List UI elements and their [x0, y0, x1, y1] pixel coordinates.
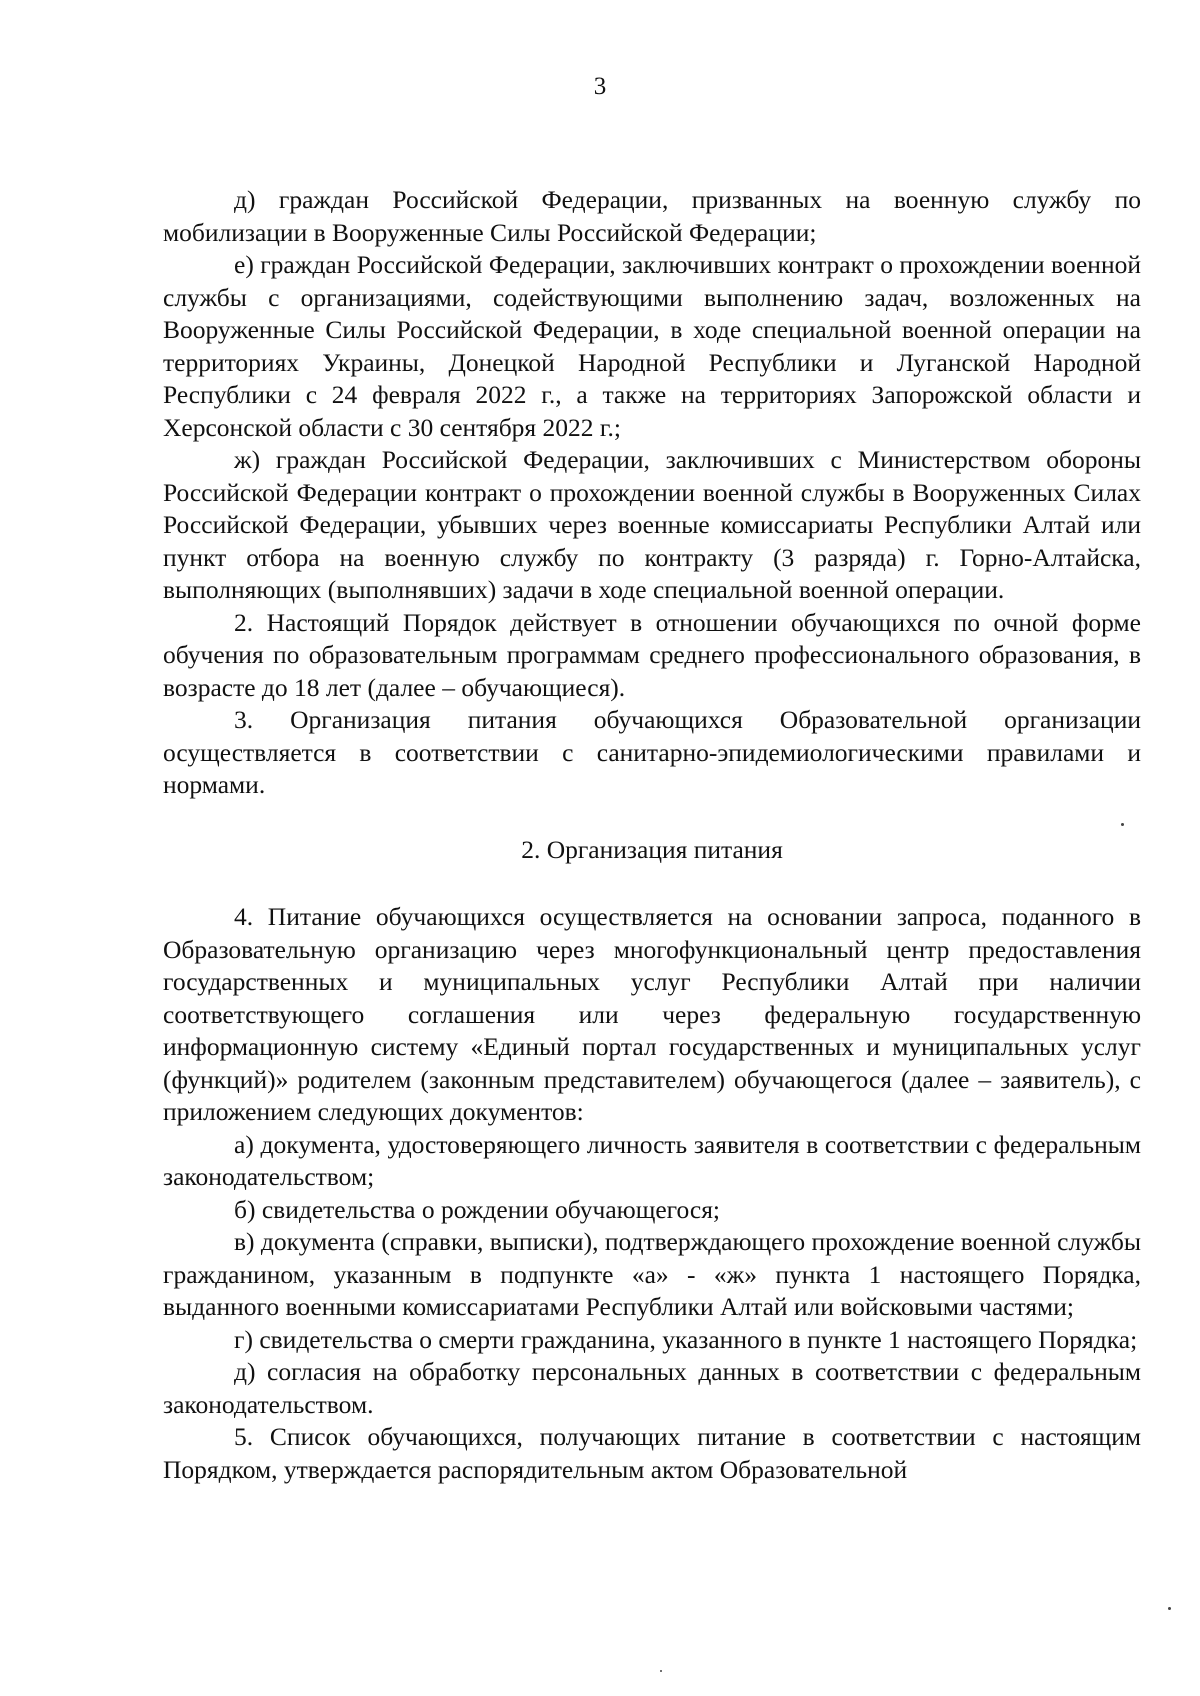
paragraph-4a-identity-document: а) документа, удостоверяющего личность заявителя в соответствии с федеральным законодательством;: [163, 1129, 1141, 1191]
paragraph-4g-death-certificate: г) свидетельства о смерти гражданина, указанного в пункте 1 настоящего Порядка;: [234, 1324, 1138, 1354]
page-number: 3: [593, 73, 607, 100]
paragraph-4b-birth-certificate: б) свидетельства о рождении обучающегося;: [234, 1194, 721, 1224]
paragraph-4d-data-consent: д) согласия на обработку персональных данных в соответствии с федеральным законодательством.: [163, 1357, 1141, 1419]
paragraph-3-sanitary-rules: 3. Организация питания обучающихся Образовательной организации осуществляется в соответствии с санитарно-эпидемиологическими правилами и нормами.: [163, 705, 1141, 799]
paragraph-2-scope: 2. Настоящий Порядок действует в отношении обучающихся по очной форме обучения по образовательным программам среднего профессионального образования, в возрасте до 18 лет (далее – обучающиеся).: [163, 607, 1141, 702]
scan-speck: [1168, 1607, 1171, 1610]
paragraph-zh-contract-ministry: ж) граждан Российской Федерации, заключивших с Министерством обороны Российской Федерации контракт о прохождении военной службы в Вооруженных Силах Российской Федерации, убывших через военные комиссариаты Республики Алтай или пункт отбора на военную службу по контракту (3 разряда) г. Горно-Алтайска, выполняющих (выполнявших) задачи в ходе специальной военной операции.: [163, 445, 1141, 604]
document-body: [163, 184, 1141, 1486]
paragraph-e-contract-organizations: е) граждан Российской Федерации, заключивших контракт о прохождении военной службы с организациями, содействующими выполнению задач, возложенных на Вооруженные Силы Российской Федерации, в ходе специальной военной операции на территориях Украины, Донецкой Народной Республики и Луганской Народной Республики с 24 февраля 2022 г., а также на территориях Запорожской области и Херсонской области с 30 сентября 2022 г.;: [163, 250, 1141, 442]
paragraph-d-mobilized: д) граждан Российской Федерации, призванных на военную службу по мобилизации в Вооруженные Силы Российской Федерации;: [163, 185, 1141, 247]
paragraph-4v-service-document: в) документа (справки, выписки), подтверждающего прохождение военной службы гражданином, указанным в подпункте «а» - «ж» пункта 1 настоящего Порядка, выданного военными комиссариатами Республики Алтай или войсковыми частями;: [163, 1227, 1141, 1321]
section-heading-organization-of-meals: 2. Организация питания: [521, 834, 783, 864]
scan-speck: [660, 1670, 662, 1672]
scan-speck: [1121, 823, 1124, 826]
paragraph-4-request: 4. Питание обучающихся осуществляется на основании запроса, поданного в Образовательную организацию через многофункциональный центр предоставления государственных и муниципальных услуг Республики Алтай при наличии соответствующего соглашения или через федеральную государственную информационную систему «Единый портал государственных и муниципальных услуг (функций)» родителем (законным представителем) обучающегося (далее – заявитель), с приложением следующих документов:: [163, 902, 1141, 1126]
paragraph-5-student-list: 5. Список обучающихся, получающих питание в соответствии с настоящим Порядком, утверждается распорядительным актом Образовательной: [163, 1422, 1141, 1484]
